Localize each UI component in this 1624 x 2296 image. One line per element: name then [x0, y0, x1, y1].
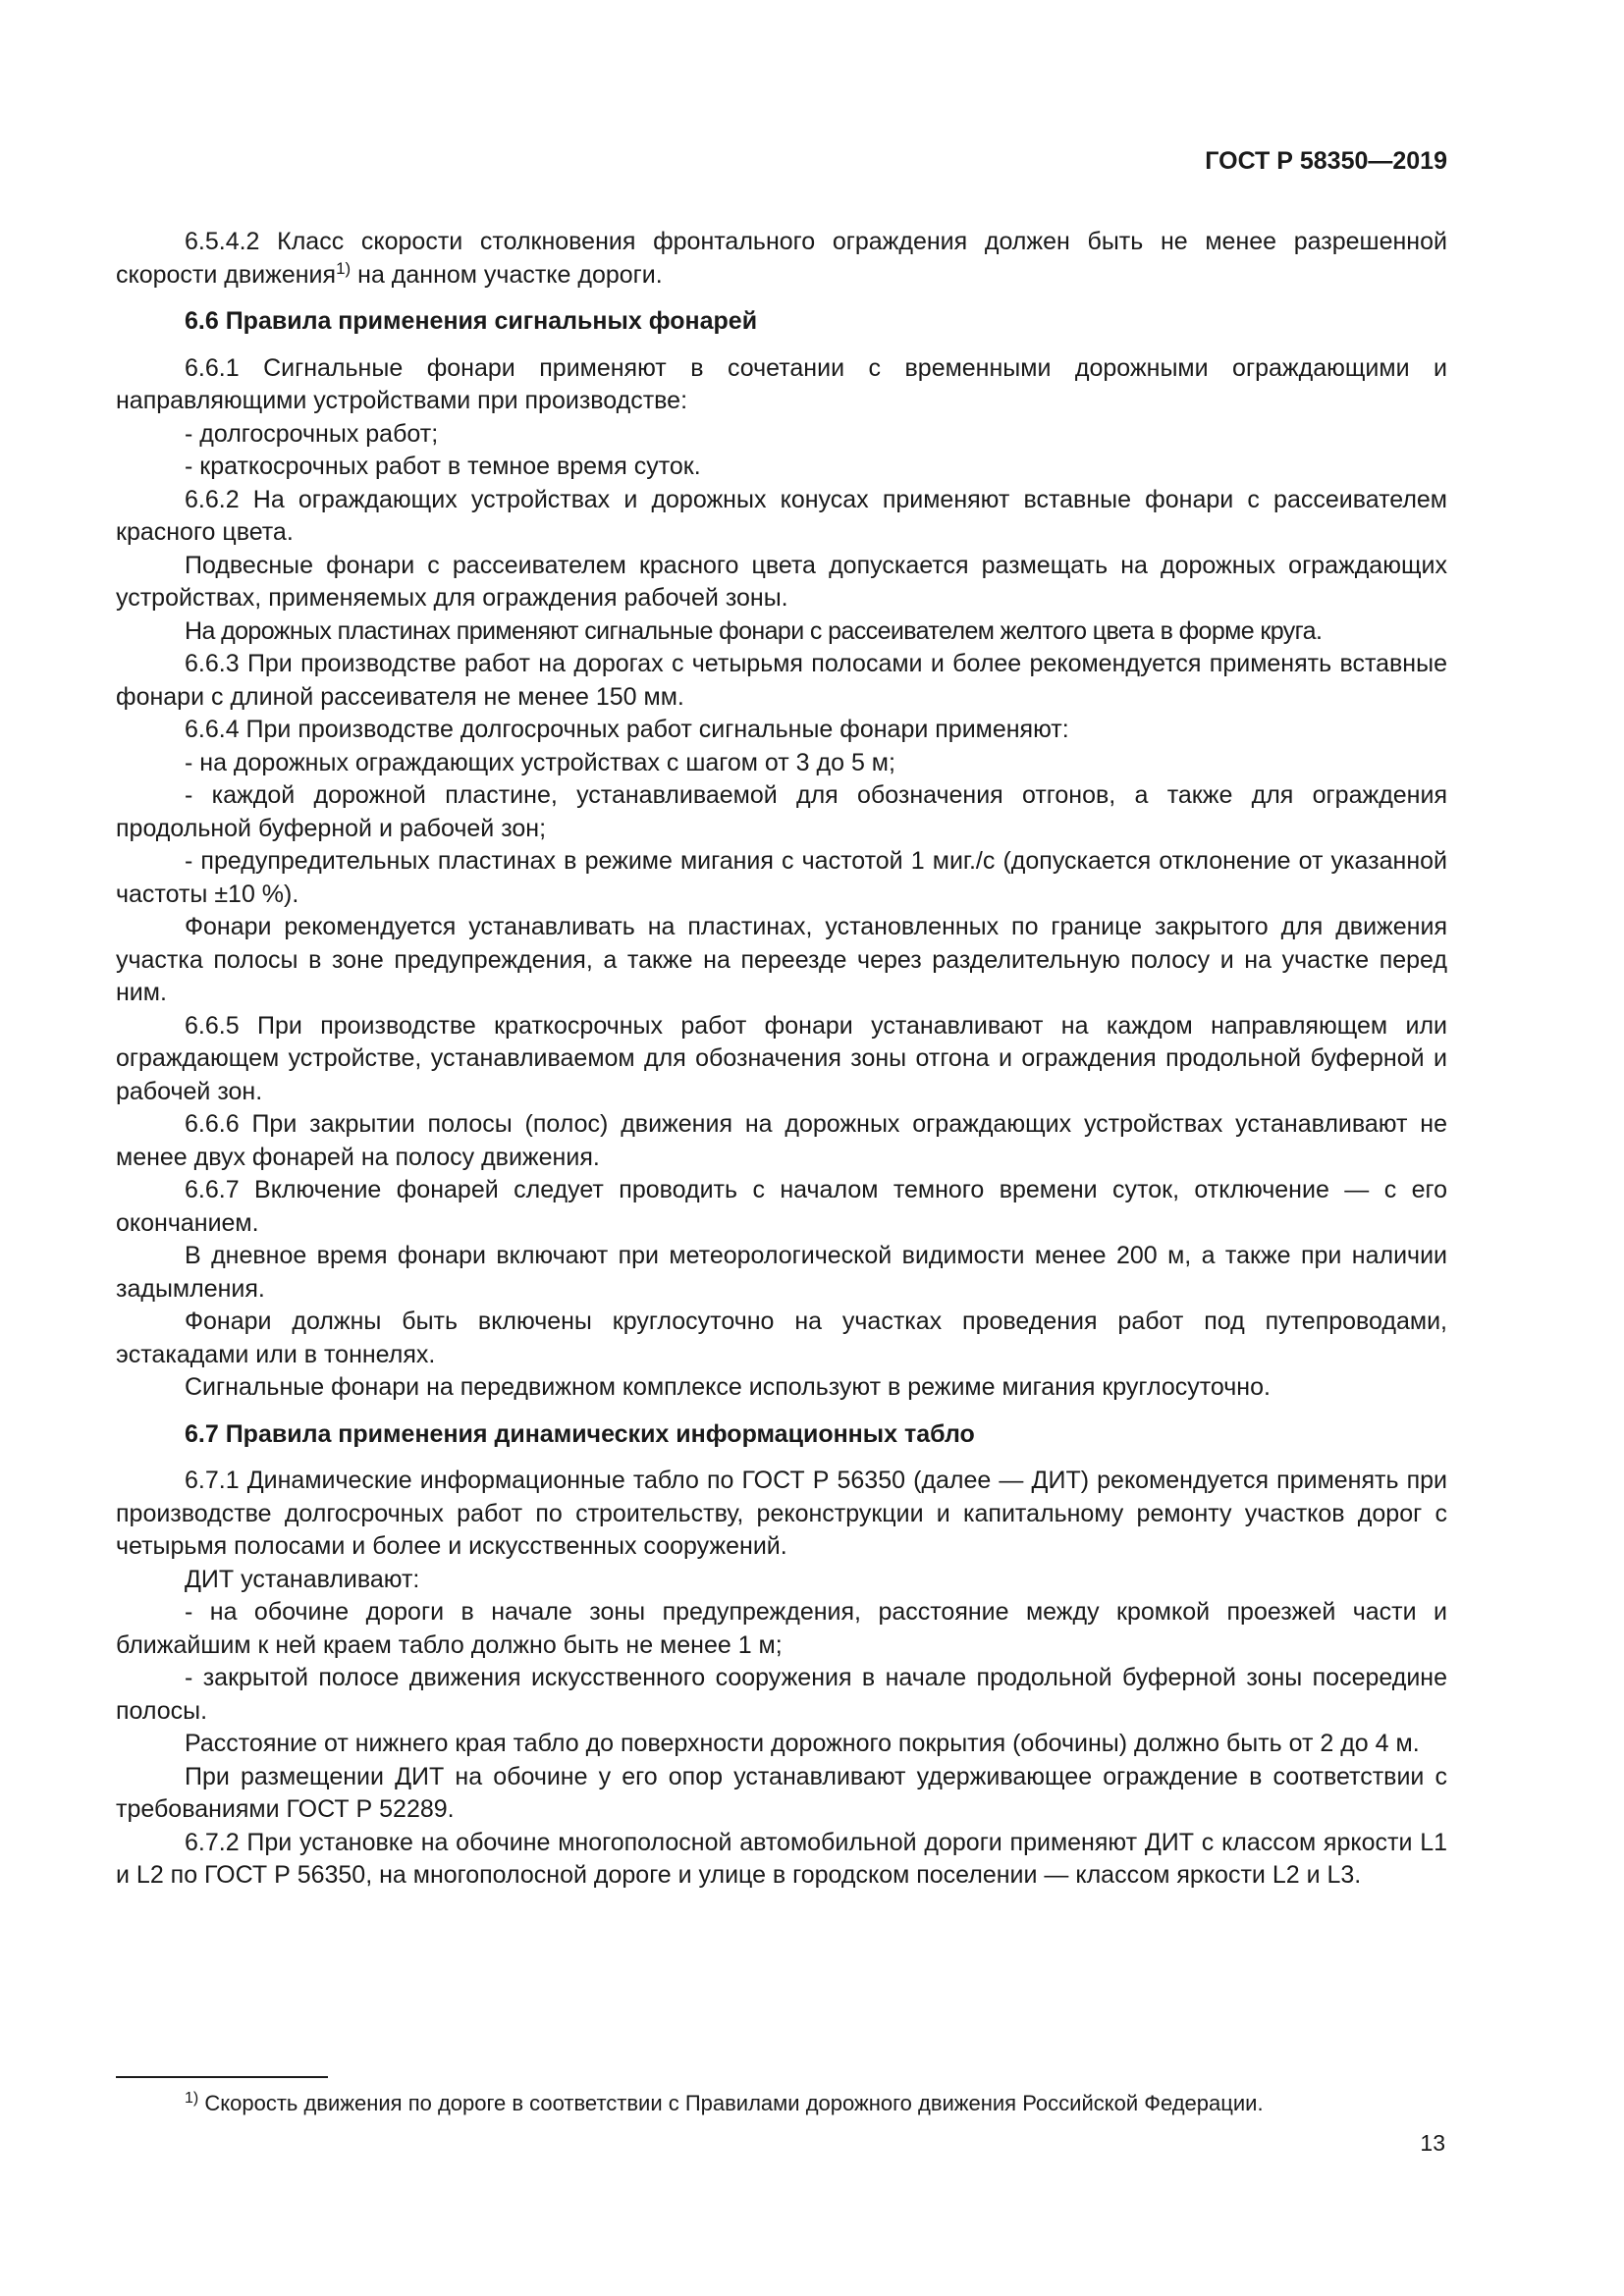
paragraph-6-6-2: 6.6.2 На ограждающих устройствах и дорожных конусах применяют вставные фонари с рассеивателем красного цвета. — [116, 485, 1447, 546]
paragraph: При размещении ДИТ на обочине у его опор устанавливают удерживающее ограждение в соответствии с требованиями ГОСТ Р 52289. — [116, 1762, 1447, 1823]
paragraph-6-6-4: 6.6.4 При производстве долгосрочных работ сигнальные фонари применяют: — [185, 716, 1069, 743]
list-item: - каждой дорожной пластине, устанавливаемой для обозначения отгонов, а также для ограждения продольной буферной и рабочей зон; — [116, 781, 1447, 842]
document-body — [116, 226, 1447, 1893]
list-item: - долгосрочных работ; — [185, 419, 439, 448]
list-item: - закрытой полосе движения искусственного сооружения в начале продольной буферной зоны посередине полосы. — [116, 1664, 1447, 1725]
section-heading-6-6: 6.6 Правила применения сигнальных фонарей — [185, 307, 758, 335]
list-item: - предупредительных пластинах в режиме мигания с частотой 1 миг./с (допускается отклонение от указанной частоты ±10 %). — [116, 847, 1447, 908]
document-code-header: ГОСТ Р 58350—2019 — [1205, 147, 1447, 175]
paragraph: В дневное время фонари включают при метеорологической видимости менее 200 м, а также при наличии задымления. — [116, 1242, 1447, 1303]
footnote-mark: 1) — [185, 2090, 199, 2107]
list-item: - краткосрочных работ в темное время суток. — [185, 453, 701, 480]
paragraph-6-6-6: 6.6.6 При закрытии полосы (полос) движения на дорожных ограждающих устройствах устанавливают не менее двух фонарей на полосу движения. — [116, 1110, 1447, 1171]
paragraph: На дорожных пластинах применяют сигнальные фонари с рассеивателем желтого цвета в форме круга. — [185, 616, 1323, 645]
paragraph: Расстояние от нижнего края табло до поверхности дорожного покрытия (обочины) должно быть от 2 до 4 м. — [185, 1730, 1420, 1757]
paragraph-6-7-1: 6.7.1 Динамические информационные табло по ГОСТ Р 56350 (далее — ДИТ) рекомендуется применять при производстве долгосрочных работ по строительству, реконструкции и капитальному ремонту участков дорог с четырьмя полосами и более и искусственных сооружений. — [116, 1467, 1447, 1560]
paragraph-text: 6.5.4.2 Класс скорости столкновения фронтального ограждения должен быть не менее разрешенной скорости движения — [116, 228, 1447, 289]
document-page — [116, 0, 1447, 2296]
list-item: - на обочине дороги в начале зоны предупреждения, расстояние между кромкой проезжей части и ближайшим к ней краем табло должно быть не менее 1 м; — [116, 1598, 1447, 1659]
footnote-text: Скорость движения по дороге в соответствии с Правилами дорожного движения Российской Федерации. — [198, 2091, 1264, 2115]
paragraph: ДИТ устанавливают: — [185, 1565, 420, 1593]
paragraph: Сигнальные фонари на передвижном комплексе используют в режиме мигания круглосуточно. — [185, 1373, 1271, 1401]
paragraph-6-6-5: 6.6.5 При производстве краткосрочных работ фонари устанавливают на каждом направляющем или ограждающем устройстве, устанавливаемом для обозначения зоны отгона и ограждения продольной буферной и рабочей зон. — [116, 1011, 1447, 1105]
footnote — [185, 2089, 1264, 2118]
paragraph: Фонари должны быть включены круглосуточно на участках проведения работ под путепроводами, эстакадами или в тоннелях. — [116, 1308, 1447, 1368]
footnote-reference: 1) — [336, 258, 352, 278]
list-item: - на дорожных ограждающих устройствах с шагом от 3 до 5 м; — [185, 748, 895, 776]
paragraph: Фонари рекомендуется устанавливать на пластинах, установленных по границе закрытого для движения участка полосы в зоне предупреждения, а также на переезде через разделительную полосу и на участке перед ним. — [116, 913, 1447, 1006]
page-number: 13 — [1420, 2130, 1445, 2156]
paragraph: Подвесные фонари с рассеивателем красного цвета допускается размещать на дорожных ограждающих устройствах, применяемых для ограждения рабочей зоны. — [116, 551, 1447, 612]
paragraph-6-5-4-2 — [116, 226, 1447, 292]
paragraph-text: на данном участке дороги. — [351, 260, 663, 289]
paragraph-6-6-3: 6.6.3 При производстве работ на дорогах с четырьмя полосами и более рекомендуется применять вставные фонари с длиной рассеивателя не менее 150 мм. — [116, 650, 1447, 711]
footnote-divider — [116, 2076, 328, 2078]
paragraph-6-7-2: 6.7.2 При установке на обочине многополосной автомобильной дороги применяют ДИТ с классом яркости L1 и L2 по ГОСТ Р 56350, на многополосной дороге и улице в городском поселении — классом яркости L2 и L3. — [116, 1828, 1447, 1889]
paragraph-6-6-1: 6.6.1 Сигнальные фонари применяют в сочетании с временными дорожными ограждающими и направляющими устройствами при производстве: — [116, 353, 1447, 414]
section-heading-6-7: 6.7 Правила применения динамических информационных табло — [185, 1419, 975, 1448]
paragraph-6-6-7: 6.6.7 Включение фонарей следует проводить с началом темного времени суток, отключение — с его окончанием. — [116, 1176, 1447, 1237]
